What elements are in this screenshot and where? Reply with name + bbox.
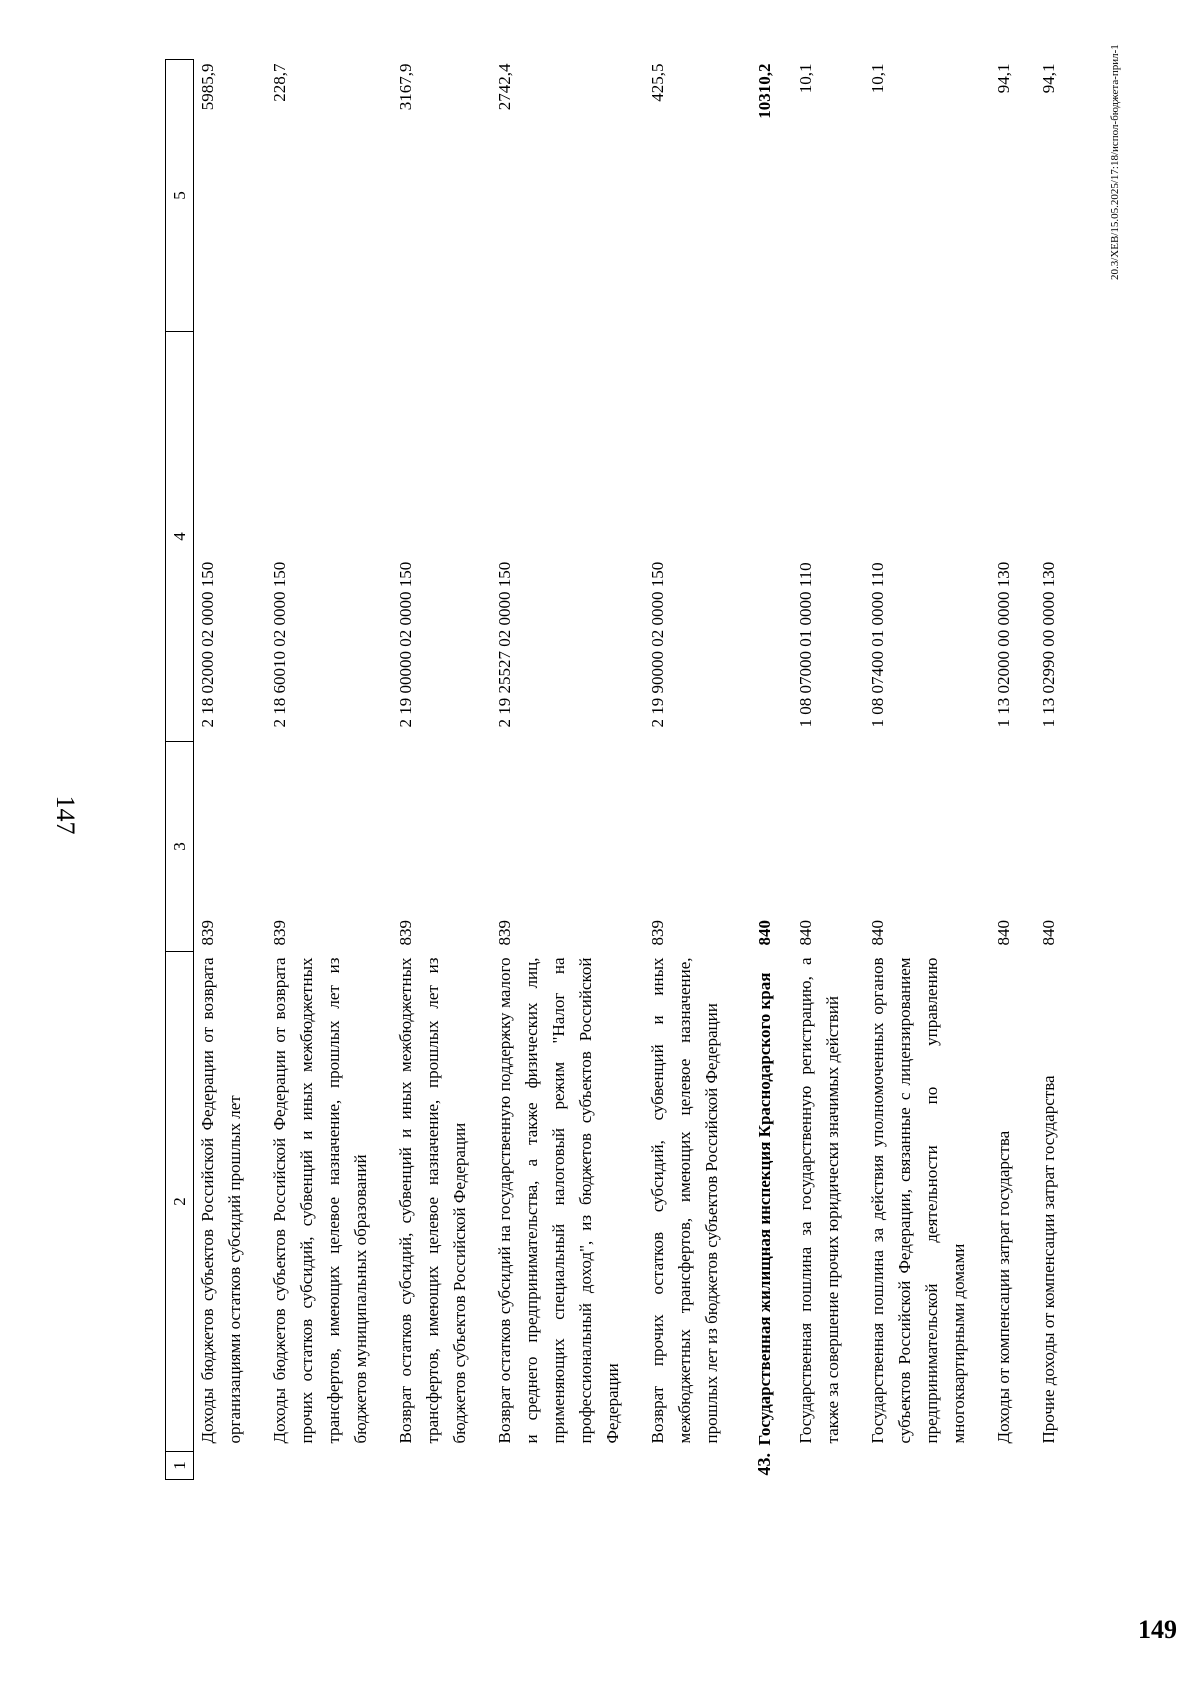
row-admin-code: 840 xyxy=(796,920,815,946)
row-amount: 3167,9 xyxy=(396,63,415,111)
row-admin-code: 839 xyxy=(396,920,415,946)
row-classification-code: 2 19 00000 02 0000 150 xyxy=(396,561,415,728)
budget-revenue-table xyxy=(165,59,1080,1480)
row-name: Возврат остатков субсидий на государственную поддержку малого и среднего предпринимательства, а также физических лиц, применяющих специальный налоговый режим "Налог на профессиональный доход", из бюджетов субъектов Российской Федерации xyxy=(495,957,622,1444)
section-total-amount: 10310,2 xyxy=(755,63,774,119)
table-row xyxy=(1035,60,1080,1480)
row-name: Доходы от компенсации затрат государства xyxy=(994,1130,1013,1444)
section-title: Государственная жилищная инспекция Краснодарского края xyxy=(755,972,774,1446)
stamp-page-number: 149 xyxy=(1138,1615,1177,1644)
row-name: Доходы бюджетов субъектов Российской Федерации от возврата организациями остатков субсидий прошлых лет xyxy=(198,957,244,1444)
table-row xyxy=(392,60,491,1480)
table-row xyxy=(491,60,644,1480)
row-classification-code: 2 19 90000 02 0000 150 xyxy=(648,561,667,728)
row-admin-code: 839 xyxy=(198,920,217,946)
row-classification-code: 1 08 07000 01 0000 110 xyxy=(796,562,815,728)
row-name: Возврат прочих остатков субсидий, субвенций и иных межбюджетных трансфертов, имеющих целевое назначение, прошлых лет из бюджетов субъектов Российской Федерации xyxy=(648,957,721,1444)
row-admin-code: 840 xyxy=(1039,920,1058,946)
row-number xyxy=(990,1452,1035,1480)
row-admin-code: 840 xyxy=(868,920,887,946)
row-name: Прочие доходы от компенсации затрат государства xyxy=(1039,1075,1058,1444)
row-number xyxy=(392,1452,491,1480)
footer-code: 20.3/XEB/15.05.2025/17:18/испол-бюджета-прил-1 xyxy=(1109,44,1121,280)
row-amount: 425,5 xyxy=(648,63,667,102)
row-number xyxy=(864,1452,990,1480)
table-row xyxy=(644,60,743,1480)
row-number xyxy=(266,1452,392,1480)
row-amount: 228,7 xyxy=(270,63,289,102)
row-amount: 2742,4 xyxy=(495,63,514,111)
table-row xyxy=(990,60,1035,1480)
row-number xyxy=(194,1452,267,1480)
row-amount: 10,1 xyxy=(868,63,887,94)
table-row xyxy=(864,60,990,1480)
row-number xyxy=(792,1452,864,1480)
row-admin-code: 839 xyxy=(270,920,289,946)
column-header: 3 xyxy=(166,742,194,952)
row-number xyxy=(1035,1452,1080,1480)
rotated-sheet xyxy=(165,60,1060,1480)
header-row xyxy=(166,60,194,1480)
row-admin-code: 840 xyxy=(994,920,1013,946)
row-number xyxy=(491,1452,644,1480)
row-number xyxy=(644,1452,743,1480)
section-classification-code xyxy=(743,332,792,742)
row-name: Возврат остатков субсидий, субвенций и иных межбюджетных трансфертов, имеющих целевое назначение, прошлых лет из бюджетов субъектов Российской Федерации xyxy=(396,957,469,1444)
row-amount: 94,1 xyxy=(994,63,1013,94)
page-number: 147 xyxy=(51,795,80,835)
row-name: Доходы бюджетов субъектов Российской Федерации от возврата прочих остатков субсидий, субвенций и иных межбюджетных трансфертов, имеющих целевое назначение, прошлых лет из бюджетов муниципальных образований xyxy=(270,957,370,1444)
section-admin-code: 840 xyxy=(755,920,774,946)
row-amount: 10,1 xyxy=(796,63,815,94)
row-classification-code: 2 19 25527 02 0000 150 xyxy=(495,561,514,728)
row-classification-code: 1 13 02990 00 0000 130 xyxy=(1039,561,1058,728)
row-admin-code: 839 xyxy=(648,920,667,946)
table-row xyxy=(792,60,864,1480)
row-classification-code: 2 18 60010 02 0000 150 xyxy=(270,561,289,728)
row-name: Государственная пошлина за действия уполномоченных органов субъектов Российской Федерации, связанные с лицензированием предпринимательской деятельности по управлению многоквартирными домами xyxy=(868,957,968,1444)
section-number: 43. xyxy=(754,1453,774,1476)
row-amount: 5985,9 xyxy=(198,63,217,111)
table-row xyxy=(266,60,392,1480)
row-classification-code: 1 08 07400 01 0000 110 xyxy=(868,562,887,728)
row-amount: 94,1 xyxy=(1039,63,1058,94)
row-classification-code: 1 13 02000 00 0000 130 xyxy=(994,561,1013,728)
table-row xyxy=(194,60,267,1480)
column-header: 5 xyxy=(166,60,194,332)
column-header: 4 xyxy=(166,332,194,742)
column-header: 2 xyxy=(166,952,194,1452)
row-admin-code: 839 xyxy=(495,920,514,946)
row-name: Государственная пошлина за государственную регистрацию, а также за совершение прочих юридически значимых действий xyxy=(796,957,842,1444)
section-row xyxy=(743,60,792,1480)
column-header: 1 xyxy=(166,1452,194,1480)
row-classification-code: 2 18 02000 02 0000 150 xyxy=(198,561,217,728)
